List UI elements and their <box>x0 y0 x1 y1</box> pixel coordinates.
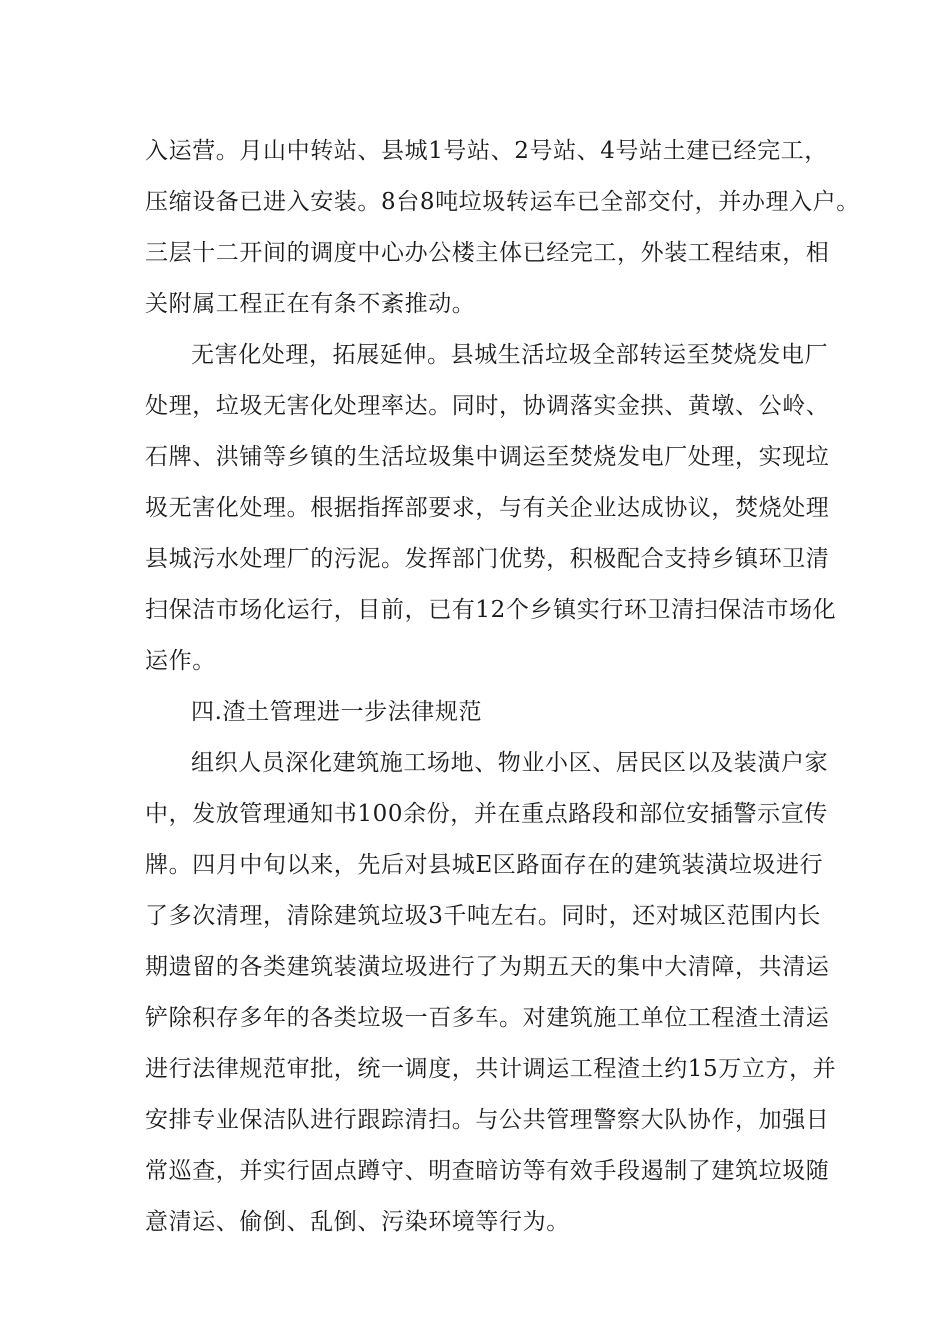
text-line: 三层十二开间的调度中心办公楼主体已经完工，外装工程结束，相 <box>145 240 830 266</box>
paragraph-first-line: 无害化处理，拓展延伸。县城生活垃圾全部转运至焚烧发电厂 <box>191 342 829 368</box>
text-line: 压缩设备已进入安装。8台8吨垃圾转运车已全部交付，并办理入户。 <box>145 189 860 215</box>
text-line: 中，发放管理通知书100余份，并在重点路段和部位安插警示宣传 <box>145 801 828 827</box>
text-line: 常巡查，并实行固点蹲守、明查暗访等有效手段遏制了建筑垃圾随 <box>145 1158 830 1184</box>
text-line: 县城污水处理厂的污泥。发挥部门优势，积极配合支持乡镇环卫清 <box>145 546 830 572</box>
text-line: 运作。 <box>145 648 216 674</box>
text-line: 处理，垃圾无害化处理率达。同时，协调落实金拱、黄墩、公岭、 <box>145 393 830 419</box>
text-line: 了多次清理，清除建筑垃圾3千吨左右。同时，还对城区范围内长 <box>145 903 822 929</box>
text-line: 安排专业保洁队进行跟踪清扫。与公共管理警察大队协作，加强日 <box>145 1107 830 1133</box>
text-line: 圾无害化处理。根据指挥部要求，与有关企业达成协议，焚烧处理 <box>145 495 830 521</box>
text-line: 石牌、洪铺等乡镇的生活垃圾集中调运至焚烧发电厂处理，实现垃 <box>145 444 830 470</box>
text-line: 关附属工程正在有条不紊推动。 <box>145 291 476 317</box>
text-line: 铲除积存多年的各类垃圾一百多车。对建筑施工单位工程渣土清运 <box>145 1005 830 1031</box>
text-line: 进行法律规范审批，统一调度，共计调运工程渣土约15万立方，并 <box>145 1056 837 1082</box>
text-line: 入运营。月山中转站、县城1号站、2号站、4号站土建已经完工， <box>145 138 828 164</box>
text-line: 期遗留的各类建筑装潢垃圾进行了为期五天的集中大清障，共清运 <box>145 954 830 980</box>
text-line: 扫保洁市场化运行，目前，已有12个乡镇实行环卫清扫保洁市场化 <box>145 597 837 623</box>
text-line: 意清运、偷倒、乱倒、污染环境等行为。 <box>145 1209 570 1235</box>
section-heading: 四.渣土管理进一步法律规范 <box>191 699 483 725</box>
text-line: 牌。四月中旬以来，先后对县城E区路面存在的建筑装潢垃圾进行 <box>145 852 824 878</box>
paragraph-first-line: 组织人员深化建筑施工场地、物业小区、居民区以及装潢户家 <box>191 750 829 776</box>
